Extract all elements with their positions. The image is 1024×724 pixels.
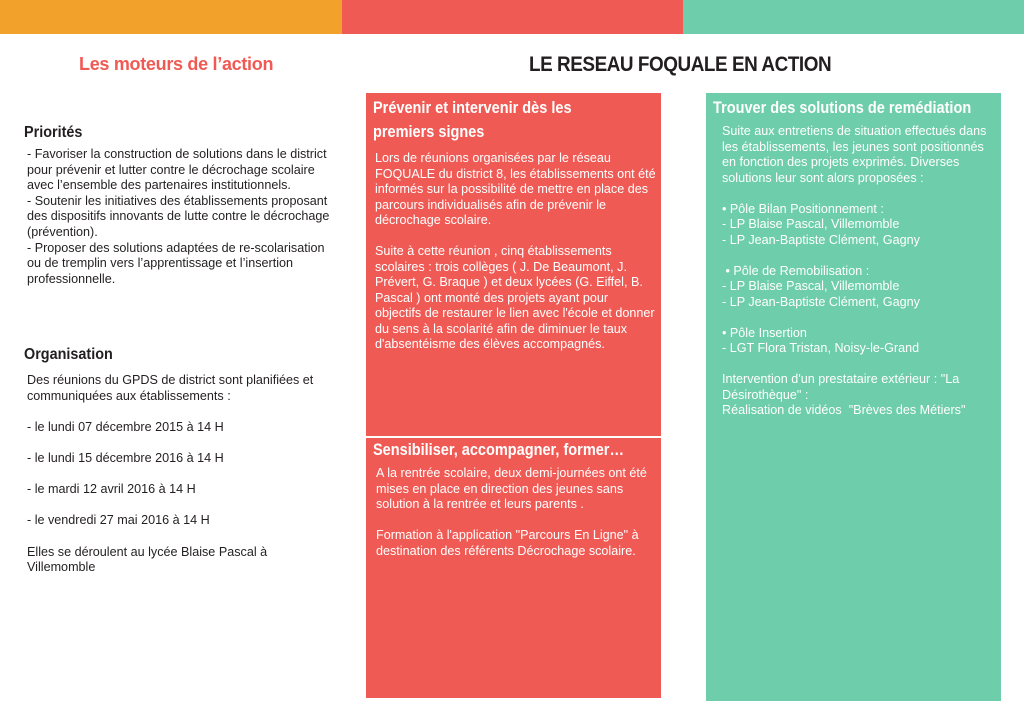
panel-prevenir xyxy=(366,93,661,436)
meeting-date: - le lundi 15 décembre 2016 à 14 H xyxy=(27,450,224,465)
pole-item: • Pôle de Remobilisation : xyxy=(722,263,870,278)
main-title: LE RESEAU FOQUALE EN ACTION xyxy=(529,53,832,76)
meeting-date: - le vendredi 27 mai 2016 à 14 H xyxy=(27,513,210,528)
panel-prevenir-title-line2: premiers signes xyxy=(373,123,485,141)
panel-sensibiliser-para: Formation à l'application "Parcours En Ligne" à destination des référents Décrochage scolaire. xyxy=(376,528,639,558)
organisation-text xyxy=(27,373,337,576)
pole-item: - LGT Flora Tristan, Noisy-le-Grand xyxy=(722,341,920,355)
panel-prevenir-title-line1: Prévenir et intervenir dès les xyxy=(373,99,572,117)
panel-prevenir-text xyxy=(375,151,657,353)
panel-prevenir-para: Lors de réunions organisées par le réseau FOQUALE du district 8, les établissements ont été informés sur la possibilité de mettre en place des parcours individualisés afin de prévenir le décrochage scolaire. xyxy=(375,151,656,227)
pole-item: - LP Jean-Baptiste Clément, Gagny xyxy=(722,232,920,247)
priorite-item: - Soutenir les initiatives des établissements proposant des dispositifs innovants de lutte contre le décrochage (prévention). xyxy=(27,193,330,239)
pole-item: - LP Blaise Pascal, Villemomble xyxy=(722,279,900,293)
left-column-title: Les moteurs de l’action xyxy=(79,54,274,74)
priorites-heading: Priorités xyxy=(24,124,83,141)
panel-sensibiliser-para: A la rentrée scolaire, deux demi-journées ont été mises en place en direction des jeunes sans solution à la rentrée et leurs parents . xyxy=(376,466,647,511)
meeting-date: - le mardi 12 avril 2016 à 14 H xyxy=(27,482,196,497)
priorite-item: - Favoriser la construction de solutions dans le district pour prévenir et lutter contre le décrochage scolaire avec l’ensemble des partenaires institutionnels. xyxy=(27,147,327,193)
panel-remediation-outro: Réalisation de vidéos "Brèves des Métiers" xyxy=(722,403,966,417)
panel-prevenir-para: Suite à cette réunion , cinq établissements scolaires : trois collèges ( J. De Beaumont, J. Prévert, G. Braque ) et deux lycées (G. Eiffel, B. Pascal ) ont monté des projets ayant pour objectifs de restaurer le lien avec l'école et donner du sens à la scolarité afin de diminuer le taux d'absentéisme des élèves accompagnés. xyxy=(375,244,655,351)
meeting-date: - le lundi 07 décembre 2015 à 14 H xyxy=(27,419,224,434)
top-bar-orange xyxy=(0,0,342,34)
priorite-item: - Proposer des solutions adaptées de re-scolarisation ou de tremplin vers l’apprentissage et l’insertion professionnelle. xyxy=(27,240,325,286)
pole-item: • Pôle Bilan Positionnement : xyxy=(722,201,884,216)
panel-sensibiliser xyxy=(366,438,661,698)
panel-remediation-text xyxy=(722,124,998,419)
panel-remediation-outro: Intervention d'un prestataire extérieur : "La Désirothèque" : xyxy=(722,372,960,402)
panel-prevenir-title xyxy=(373,96,572,144)
panel-remediation-intro: Suite aux entretiens de situation effectués dans les établissements, les jeunes sont positionnés en fonction des projets exprimés. Diverses solutions leur sont alors proposées : xyxy=(722,124,987,185)
organisation-intro: Des réunions du GPDS de district sont planifiées et communiquées aux établissements : xyxy=(27,373,314,403)
priorites-text xyxy=(27,147,337,287)
top-bar-green xyxy=(683,0,1024,34)
top-bar-red xyxy=(342,0,683,34)
pole-item: • Pôle Insertion xyxy=(722,325,807,340)
panel-sensibiliser-text xyxy=(376,466,658,559)
pole-item: - LP Blaise Pascal, Villemomble xyxy=(722,217,900,231)
panel-remediation-title: Trouver des solutions de remédiation xyxy=(713,99,972,117)
organisation-outro: Elles se déroulent au lycée Blaise Pascal à Villemomble xyxy=(27,544,268,575)
panel-remediation xyxy=(706,93,1001,701)
pole-item: - LP Jean-Baptiste Clément, Gagny xyxy=(722,294,920,309)
organisation-heading: Organisation xyxy=(24,346,113,363)
panel-sensibiliser-title: Sensibiliser, accompagner, former… xyxy=(373,441,624,459)
